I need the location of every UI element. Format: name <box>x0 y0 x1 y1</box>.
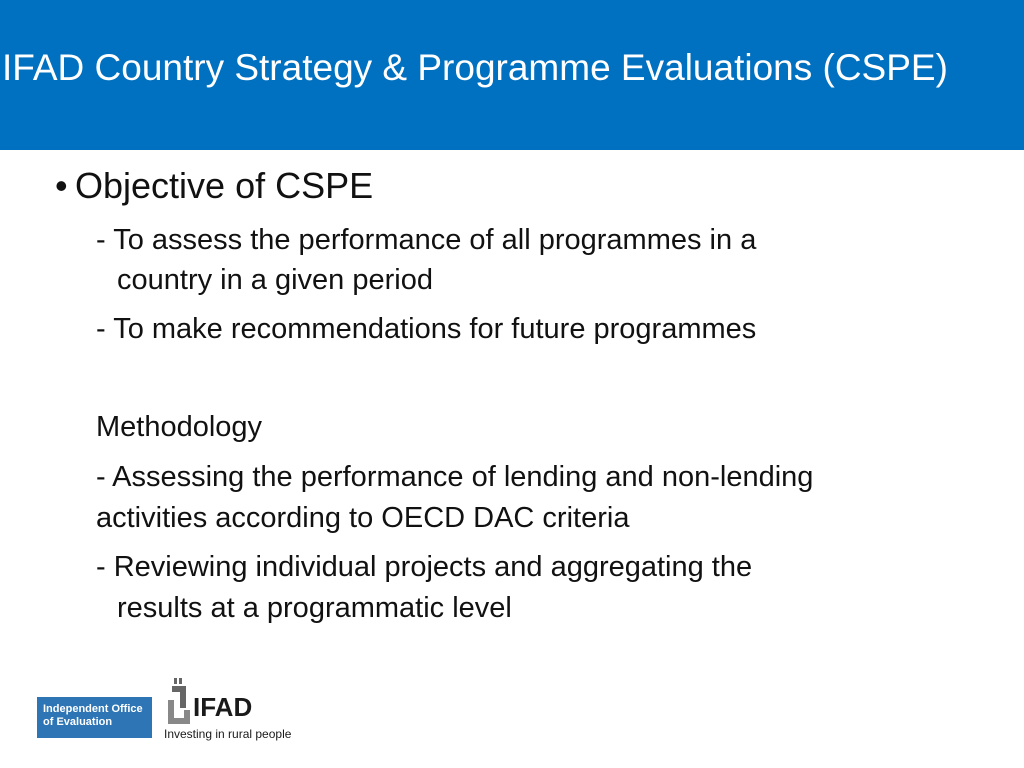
bullet-icon: • <box>55 165 68 206</box>
slide-title: IFAD Country Strategy & Programme Evaluations (CSPE) <box>2 47 948 88</box>
objective-item-1-cont: country in a given period <box>117 264 433 296</box>
objective-heading: Objective of CSPE <box>75 165 374 206</box>
ifad-wheat-icon <box>166 678 194 728</box>
objective-item-1: - To assess the performance of all programmes in a <box>96 224 757 256</box>
methodology-item-2-cont: results at a programmatic level <box>117 592 512 624</box>
methodology-item-1: - Assessing the performance of lending and non-lending <box>96 461 814 493</box>
objective-heading-row <box>55 165 373 207</box>
ioe-logo-line1: Independent Office <box>43 703 143 715</box>
ifad-tagline: Investing in rural people <box>164 727 292 741</box>
ifad-logo-word: IFAD <box>193 692 253 722</box>
ifad-logo <box>162 668 312 758</box>
ioe-logo-line2: of Evaluation <box>43 716 113 728</box>
footer-logos <box>0 660 1024 768</box>
methodology-item-2: - Reviewing individual projects and aggregating the <box>96 551 753 583</box>
ioe-logo <box>37 697 152 738</box>
methodology-item-1-cont: activities according to OECD DAC criteria <box>96 502 630 534</box>
objective-item-2: - To make recommendations for future programmes <box>96 313 757 345</box>
methodology-heading: Methodology <box>96 411 263 443</box>
